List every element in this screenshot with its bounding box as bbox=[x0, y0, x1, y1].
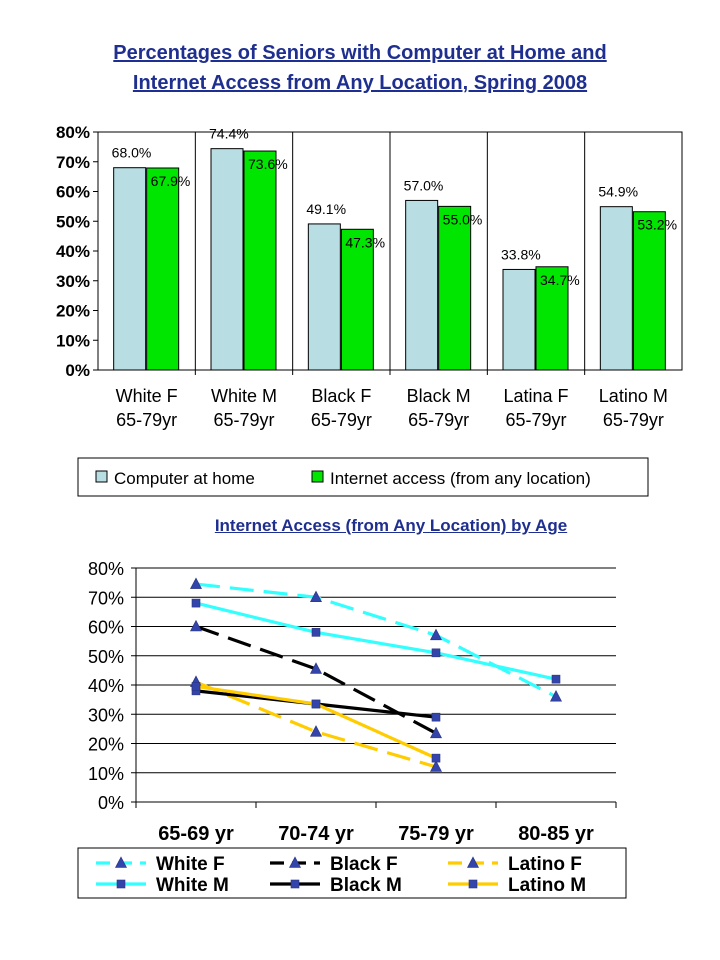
bar-legend-swatch bbox=[96, 471, 107, 482]
bar-data-label-computer: 49.1% bbox=[306, 200, 347, 217]
line-y-tick-label: 70% bbox=[87, 588, 124, 609]
line-y-tick-label: 60% bbox=[87, 617, 124, 638]
bar-computer-at-home bbox=[600, 207, 632, 370]
bar-internet-access bbox=[633, 212, 665, 370]
bar-x-tick-label: Latina F bbox=[503, 386, 569, 406]
line-y-tick-label: 40% bbox=[87, 676, 124, 696]
bar-x-tick-label-sub: 65-79yr bbox=[408, 410, 470, 430]
bar-y-tick-label: 30% bbox=[55, 271, 90, 291]
bar-computer-at-home bbox=[406, 200, 438, 370]
line-marker-triangle bbox=[191, 621, 202, 632]
line-legend-label: Latino F bbox=[508, 854, 582, 875]
bar-data-label-computer: 33.8% bbox=[501, 246, 541, 263]
line-marker-square bbox=[432, 649, 440, 657]
bar-x-tick-label: White F bbox=[115, 386, 178, 406]
bar-x-tick-label: Latino M bbox=[598, 386, 668, 406]
bar-internet-access bbox=[439, 206, 471, 370]
line-chart-legend bbox=[78, 848, 626, 898]
line-legend-label: White M bbox=[156, 875, 229, 896]
bar-internet-access bbox=[147, 168, 179, 370]
bar-y-tick-label: 10% bbox=[55, 331, 90, 351]
line-y-tick-label: 30% bbox=[87, 705, 124, 726]
bar-data-label-internet: 34.7% bbox=[540, 271, 580, 288]
bar-legend-swatch bbox=[312, 471, 323, 482]
bar-data-label-internet: 47.3% bbox=[345, 234, 386, 251]
line-series-black-f bbox=[191, 621, 442, 738]
line-x-tick-label: 75-79 yr bbox=[398, 823, 474, 845]
bar-x-tick-label-sub: 65-79yr bbox=[116, 410, 178, 430]
bar-data-label-internet: 55.0% bbox=[442, 211, 483, 228]
line-marker-square bbox=[432, 754, 440, 762]
line-series-path bbox=[196, 603, 556, 679]
bar-y-tick-label: 20% bbox=[55, 301, 90, 321]
line-marker-square bbox=[312, 700, 320, 708]
bar-data-label-computer: 54.9% bbox=[598, 183, 639, 200]
line-x-tick-label: 80-85 yr bbox=[518, 823, 594, 845]
bar-data-label-internet: 53.2% bbox=[637, 216, 678, 233]
line-series-white-f bbox=[191, 578, 562, 701]
line-x-tick-label: 65-69 yr bbox=[158, 823, 234, 845]
bar-internet-access bbox=[244, 151, 276, 370]
line-y-tick-label: 50% bbox=[87, 646, 124, 667]
bar-data-label-computer: 74.4% bbox=[209, 125, 249, 142]
line-marker-square bbox=[552, 675, 560, 683]
line-y-tick-label: 10% bbox=[87, 763, 124, 784]
bar-x-tick-label: White M bbox=[210, 386, 278, 406]
bar-chart-title-line1: Percentages of Seniors with Computer at Home and bbox=[113, 42, 607, 64]
bar-x-tick-label-sub: 65-79yr bbox=[213, 410, 275, 430]
bar-chart-title-line2: Internet Access from Any Location, Spring 2008 bbox=[132, 72, 588, 94]
line-y-tick-label: 20% bbox=[87, 734, 124, 755]
bar-legend-label: Computer at home bbox=[114, 469, 255, 488]
line-marker-square bbox=[312, 628, 320, 636]
bar-data-label-internet: 67.9% bbox=[150, 172, 191, 189]
bar-chart-legend bbox=[78, 458, 648, 496]
bar-data-label-computer: 68.0% bbox=[111, 144, 152, 161]
line-chart bbox=[88, 559, 616, 845]
bar-x-tick-label-sub: 65-79yr bbox=[505, 410, 567, 430]
bar-computer-at-home bbox=[503, 269, 535, 370]
line-x-tick-label: 70-74 yr bbox=[278, 823, 354, 845]
line-legend-label: Black F bbox=[330, 854, 398, 875]
bar-computer-at-home bbox=[114, 168, 146, 370]
line-marker-square bbox=[469, 880, 477, 888]
bar-computer-at-home bbox=[211, 149, 243, 370]
bar-chart bbox=[56, 123, 682, 430]
bar-computer-at-home bbox=[308, 224, 340, 370]
bar-x-tick-label: Black F bbox=[311, 386, 372, 406]
line-y-tick-label: 0% bbox=[97, 793, 124, 813]
bar-y-tick-label: 0% bbox=[65, 361, 90, 380]
line-legend-label: Black M bbox=[330, 875, 402, 896]
bar-y-tick-label: 80% bbox=[55, 123, 90, 142]
line-marker-square bbox=[117, 880, 125, 888]
line-marker-square bbox=[432, 713, 440, 721]
bar-x-tick-label-sub: 65-79yr bbox=[310, 410, 372, 430]
line-marker-square bbox=[291, 880, 299, 888]
bar-data-label-internet: 73.6% bbox=[248, 156, 288, 173]
line-y-tick-label: 80% bbox=[87, 559, 124, 579]
line-marker-triangle bbox=[311, 726, 322, 737]
line-series-path bbox=[196, 627, 436, 734]
bar-x-tick-label: Black M bbox=[406, 386, 471, 406]
line-legend-label: White F bbox=[156, 854, 225, 875]
bar-y-tick-label: 50% bbox=[55, 212, 90, 232]
bar-internet-access bbox=[341, 229, 373, 370]
bar-y-tick-label: 60% bbox=[55, 182, 90, 202]
line-marker-square bbox=[192, 682, 200, 690]
line-series-path bbox=[196, 584, 556, 697]
bar-data-label-computer: 57.0% bbox=[403, 177, 444, 194]
line-chart-title: Internet Access (from Any Location) by Age bbox=[214, 516, 568, 535]
bar-y-tick-label: 70% bbox=[55, 152, 90, 172]
bar-x-tick-label-sub: 65-79yr bbox=[602, 410, 664, 430]
bar-y-tick-label: 40% bbox=[55, 242, 90, 261]
line-marker-square bbox=[192, 599, 200, 607]
bar-legend-label: Internet access (from any location) bbox=[330, 469, 591, 488]
line-legend-label: Latino M bbox=[508, 875, 587, 896]
